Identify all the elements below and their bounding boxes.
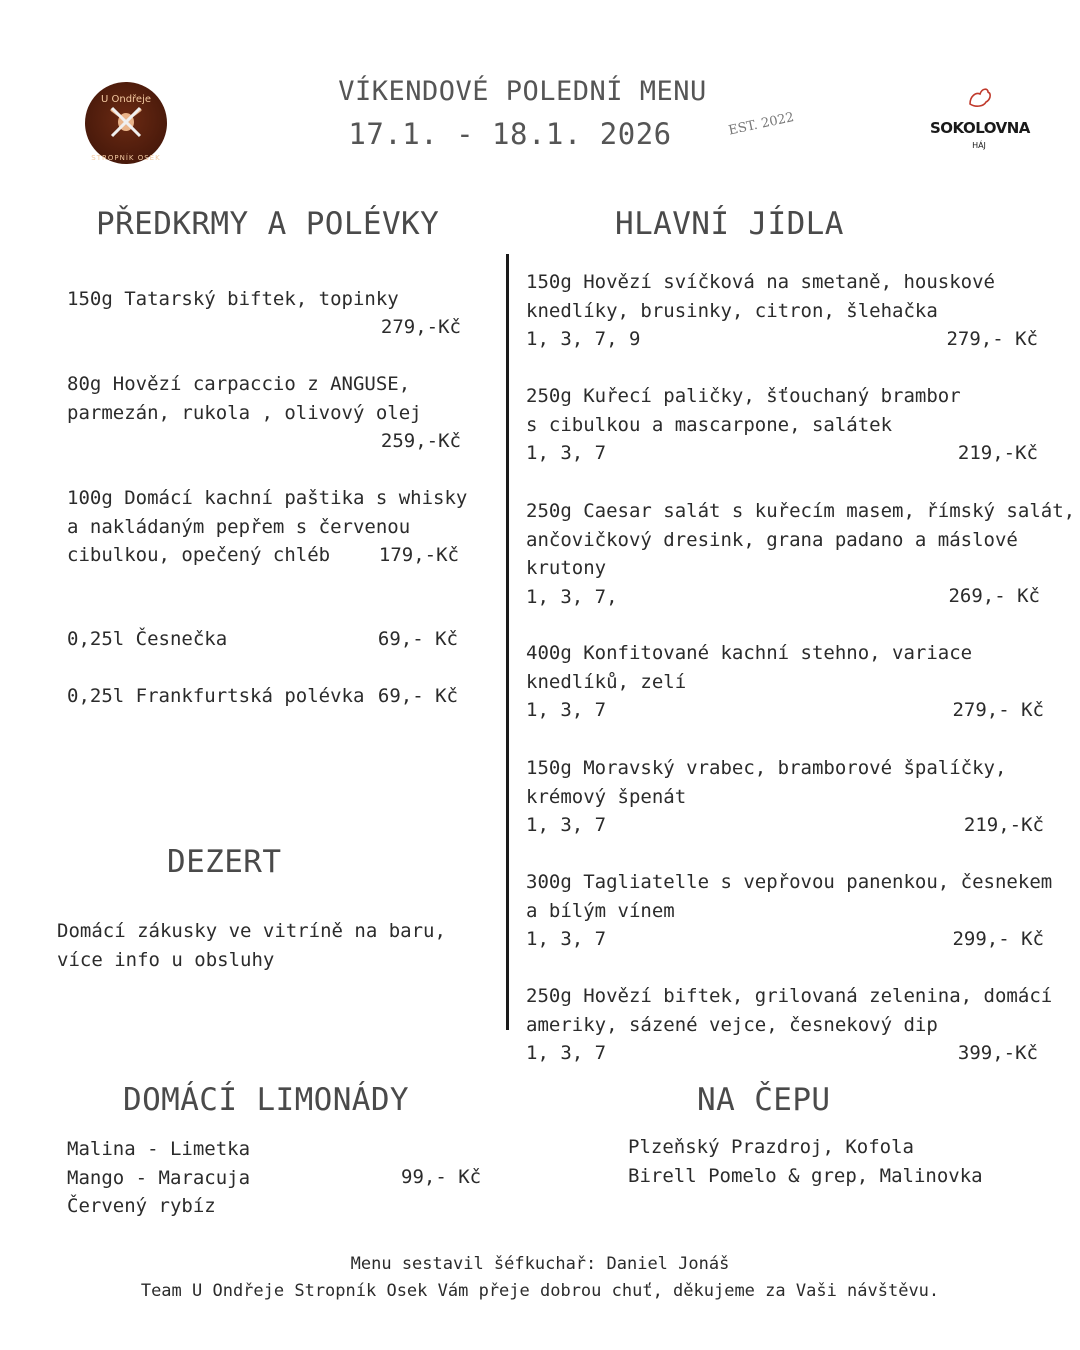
tap-line: Plzeňský Prazdroj, Kofola: [628, 1136, 914, 1158]
dish-description: 150g Moravský vrabec, bramborové špalíčky,: [526, 757, 1007, 779]
column-divider: [506, 254, 509, 1030]
dessert-text: [57, 917, 446, 974]
starter-item: [67, 370, 467, 460]
main-item: [526, 982, 1053, 1072]
dish-description: 80g Hovězí carpaccio z ANGUSE,: [67, 373, 411, 395]
dessert-line: více info u obsluhy: [57, 948, 275, 971]
main-item: [526, 268, 1044, 358]
dish-description: parmezán, rukola , olivový olej: [67, 401, 422, 424]
main-item: [526, 754, 1044, 844]
dish-price: 269,- Kč: [948, 585, 1040, 607]
tap-heading: NA ČEPU: [697, 1082, 831, 1118]
dish-allergens: 1, 3, 7: [526, 1042, 607, 1064]
lemonade-flavor: Mango - Maracuja: [67, 1166, 251, 1189]
dish-description: knedlíky, brusinky, citron, šlehačka: [526, 299, 938, 322]
logo-location-text: STROPNÍK OSEK: [91, 154, 161, 162]
lemonades-heading: DOMÁCÍ LIMONÁDY: [123, 1082, 409, 1118]
dish-description: 250g Caesar salát s kuřecím masem, římský salát,: [526, 500, 1076, 522]
tap-line: Birell Pomelo & grep, Malinovka: [628, 1164, 983, 1187]
dish-description: 400g Konfitované kachní stehno, variace: [526, 642, 973, 664]
dish-price: 399,-Kč: [957, 1042, 1038, 1064]
dish-description: 0,25l Česnečka: [67, 628, 228, 650]
dish-description: s cibulkou a mascarpone, salátek: [526, 413, 893, 436]
lemonade-price: 99,- Kč: [401, 1166, 482, 1188]
main-item: [526, 497, 1076, 617]
starter-item: [67, 682, 467, 712]
dish-description: a nakládaným pepřem s červenou: [67, 515, 411, 538]
starters-heading: PŘEDKRMY A POLÉVKY: [96, 206, 440, 242]
lemonade-flavor: Malina - Limetka: [67, 1138, 251, 1160]
dish-price: 219,-Kč: [957, 442, 1038, 464]
dish-price: 279,-Kč: [380, 316, 461, 338]
logo-name-text: U Ondřeje: [100, 94, 152, 105]
est-stamp: EST. 2022: [727, 110, 796, 139]
dish-description: 300g Tagliatelle s vepřovou panenkou, česnekem: [526, 871, 1053, 893]
dish-price: 69,- Kč: [377, 685, 458, 707]
lemonade-flavor: Červený rybíz: [67, 1195, 216, 1217]
dish-description: knedlíků, zelí: [526, 670, 687, 693]
dish-price: 259,-Kč: [380, 430, 461, 452]
dessert-heading: DEZERT: [167, 844, 282, 880]
dish-description: cibulkou, opečený chléb: [67, 544, 331, 566]
lemonade-list: [67, 1135, 482, 1225]
main-item: [526, 868, 1053, 958]
dish-allergens: 1, 3, 7, 9: [526, 328, 641, 350]
starter-item: [67, 484, 467, 574]
dish-description: ančovičkový dresink, grana padano a máslové: [526, 528, 1018, 551]
menu-title: VÍKENDOVÉ POLEDNÍ MENU: [338, 76, 707, 107]
main-item: [526, 382, 1044, 472]
thanks-note: Team U Ondřeje Stropník Osek Vám přeje dobrou chuť, děkujeme za Vaši návštěvu.: [140, 1281, 940, 1301]
dish-allergens: 1, 3, 7: [526, 442, 607, 464]
dish-description: 100g Domácí kachní paštika s whisky: [67, 487, 468, 509]
dish-description: 250g Kuřecí paličky, šťouchaný brambor: [526, 385, 961, 407]
menu-dates: 17.1. - 18.1. 2026: [348, 117, 672, 151]
chef-credit: Menu sestavil šéfkuchař: Daniel Jonáš: [350, 1254, 730, 1274]
dessert-line: Domácí zákusky ve vitríně na baru,: [57, 920, 446, 942]
dish-description: ameriky, sázené vejce, česnekový dip: [526, 1013, 938, 1036]
mains-heading: HLAVNÍ JÍDLA: [615, 206, 844, 242]
dish-description: a bílým vínem: [526, 899, 675, 922]
starter-item: [67, 625, 467, 655]
dish-price: 219,-Kč: [963, 814, 1044, 836]
dish-price: 299,- Kč: [952, 928, 1044, 950]
dish-allergens: 1, 3, 7: [526, 814, 607, 836]
sokolovna-name: SOKOLOVNA: [930, 119, 1030, 137]
sokolovna-logo: [930, 86, 1028, 176]
dish-allergens: 1, 3, 7: [526, 699, 607, 721]
dish-description: 250g Hovězí biftek, grilovaná zelenina, domácí: [526, 985, 1053, 1007]
sokolovna-sub: HÁJ: [972, 141, 986, 150]
dish-price: 279,- Kč: [946, 328, 1038, 350]
dish-description: 0,25l Frankfurtská polévka: [67, 685, 365, 707]
rooster-icon: [964, 86, 994, 110]
main-item: [526, 639, 1044, 729]
dish-description: 150g Hovězí svíčková na smetaně, houskové: [526, 271, 995, 293]
dish-description: krémový špenát: [526, 785, 687, 808]
dish-description: 150g Tatarský biftek, topinky: [67, 288, 399, 310]
dish-price: 279,- Kč: [952, 699, 1044, 721]
dish-allergens: 1, 3, 7,: [526, 585, 618, 608]
dish-price: 69,- Kč: [377, 628, 458, 650]
dish-description: krutony: [526, 557, 607, 579]
starter-item: [67, 285, 467, 345]
dish-allergens: 1, 3, 7: [526, 928, 607, 950]
tap-list: [628, 1133, 983, 1190]
dish-price: 179,-Kč: [378, 544, 459, 566]
